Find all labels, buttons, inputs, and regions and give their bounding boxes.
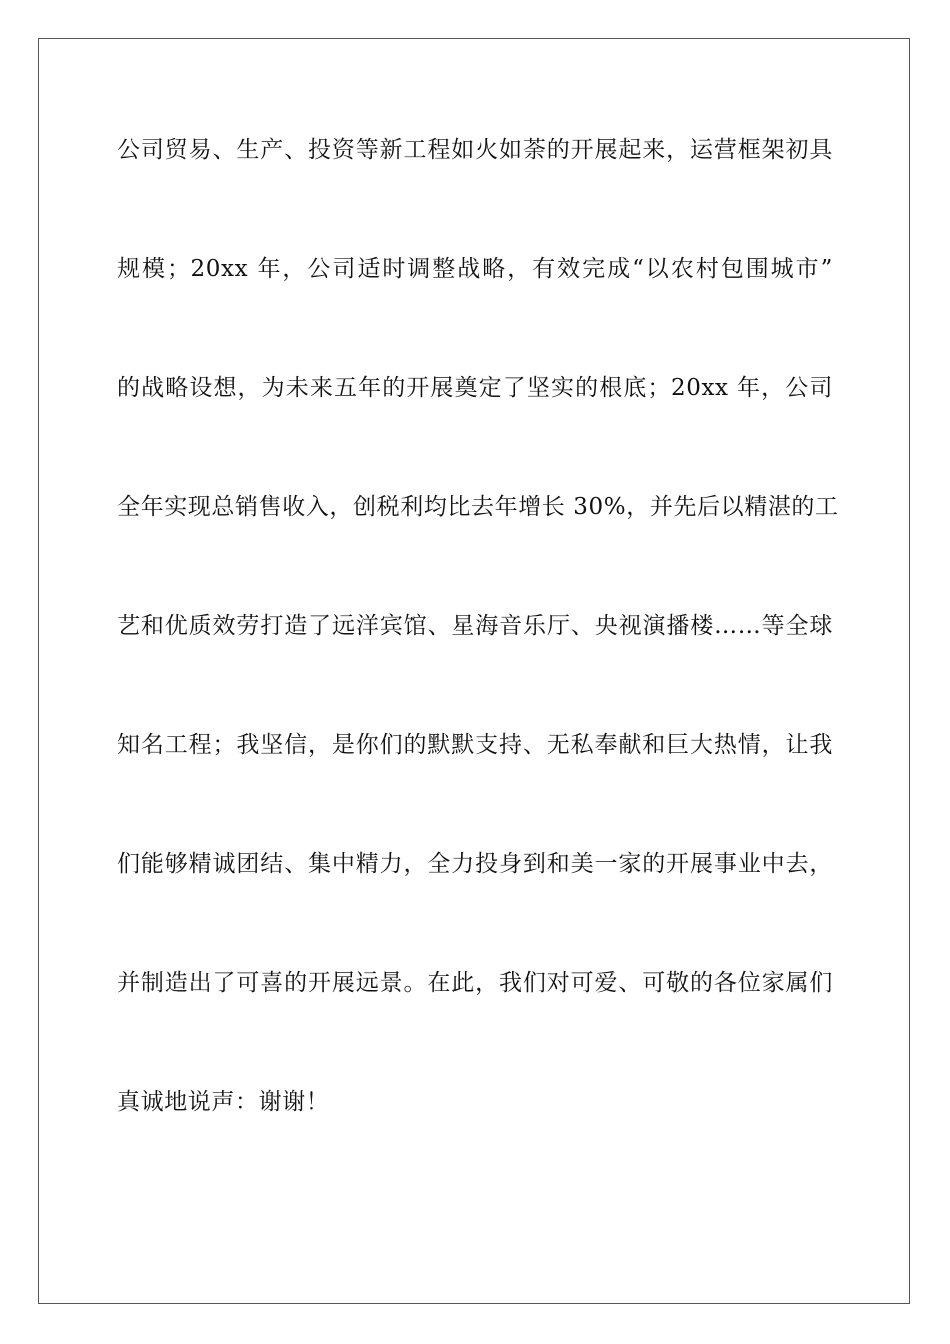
paragraph-line: 全年实现总销售收入，创税利均比去年增长 30%，并先后以精湛的工 bbox=[117, 494, 839, 520]
paragraph-line: 并制造出了可喜的开展远景。在此，我们对可爱、可敬的各位家属们 bbox=[117, 970, 833, 996]
document-body bbox=[117, 125, 839, 1196]
paragraph-last-line: 真诚地说声：谢谢！ bbox=[117, 1089, 330, 1115]
paragraph-line: 规模；20xx 年，公司适时调整战略，有效完成“以农村包围城市” bbox=[117, 256, 833, 282]
paragraph-line: 的战略设想，为未来五年的开展奠定了坚实的根底；20xx 年，公司 bbox=[117, 375, 833, 401]
paragraph-line: 们能够精诚团结、集中精力，全力投身到和美一家的开展事业中去， bbox=[117, 851, 833, 877]
paragraph-line: 知名工程；我坚信，是你们的默默支持、无私奉献和巨大热情，让我 bbox=[117, 732, 833, 758]
paragraph-line: 艺和优质效劳打造了远洋宾馆、星海音乐厅、央视演播楼……等全球 bbox=[117, 613, 833, 639]
paragraph-line: 公司贸易、生产、投资等新工程如火如荼的开展起来，运营框架初具 bbox=[117, 137, 833, 163]
